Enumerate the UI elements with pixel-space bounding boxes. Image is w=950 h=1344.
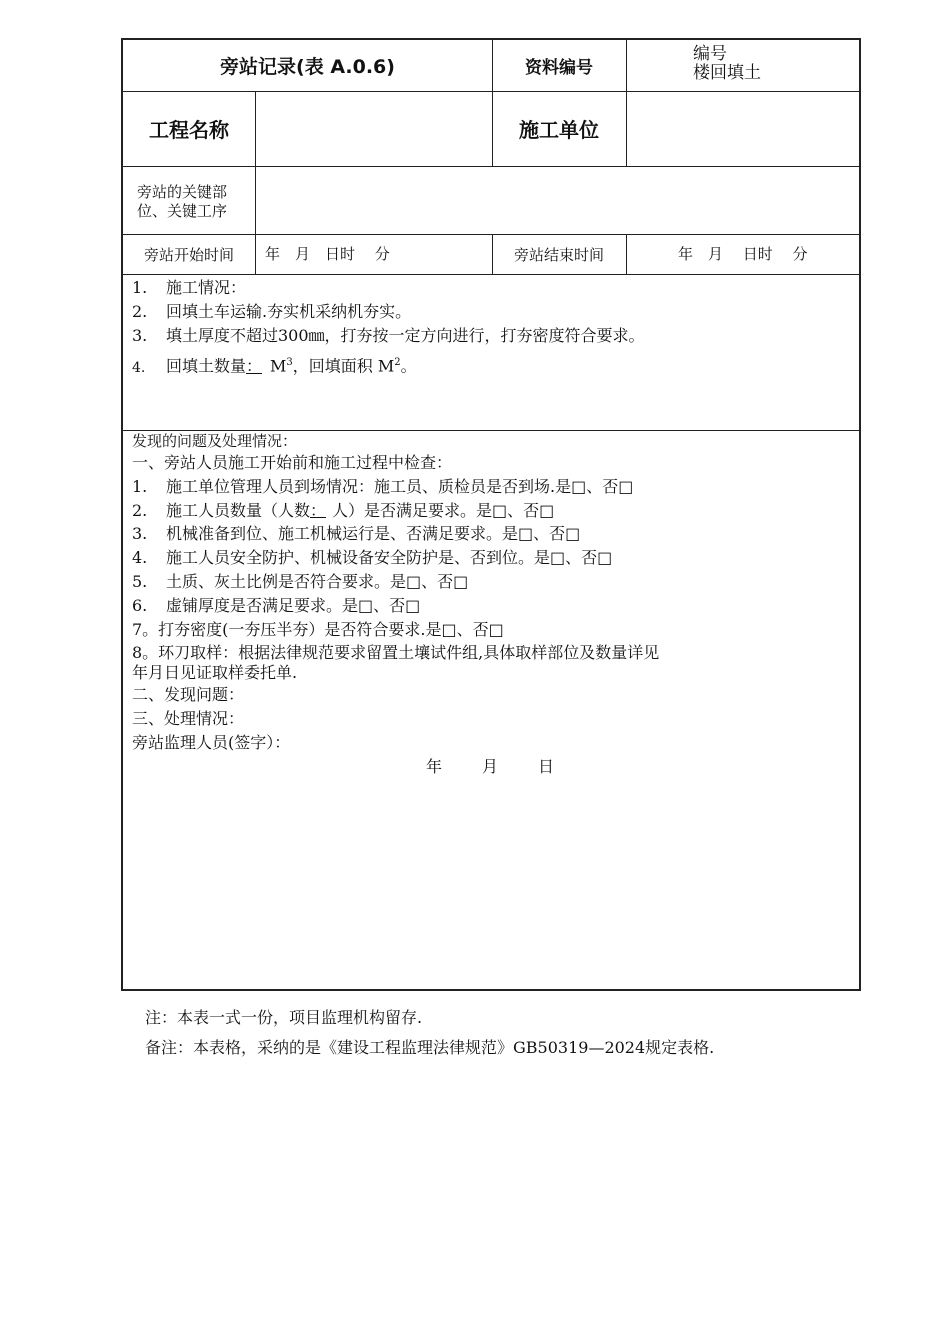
doc-no-value-line2: 楼回填土 <box>693 63 761 83</box>
footer-note-2: 备注：本表格，采纳的是《建设工程监理法律规范》GB50319—2024规定表格. <box>145 1038 715 1057</box>
key-part-label-line2: 位、关键工序 <box>137 202 228 220</box>
construction-section <box>132 276 852 381</box>
construction-item-2: 2. 回填土车运输.夯实机采纳机夯实。 <box>132 301 412 321</box>
form-title: 旁站记录(表 A.0.6) <box>220 56 395 78</box>
issues-section <box>132 431 852 779</box>
check-item-3: 3. 机械准备到位、施工机械运行是、否满足要求。是□、否□ <box>132 524 581 544</box>
check-item-6: 6. 虚铺厚度是否满足要求。是□、否□ <box>132 595 421 615</box>
key-part-field[interactable] <box>255 166 861 234</box>
check-item-5: 5. 土质、灰土比例是否符合要求。是□、否□ <box>132 571 469 591</box>
check-item-7: 7。打夯密度(一夯压半夯）是否符合要求.是□、否□ <box>132 619 504 639</box>
issues-section-3: 三、处理情况： <box>132 709 245 729</box>
issues-section-2: 二、发现问题： <box>132 685 245 705</box>
start-time-label: 旁站开始时间 <box>143 245 234 264</box>
signature-date[interactable]: 年 月 日 <box>426 756 555 776</box>
key-part-label-line1: 旁站的关键部 <box>137 183 228 201</box>
contractor-field[interactable] <box>626 91 861 166</box>
check-item-8-line2: 年月日见证取样委托单. <box>132 663 298 683</box>
construction-item-3: 3. 填土厚度不超过300㎜，打夯按一定方向进行，打夯密度符合要求。 <box>132 325 645 345</box>
end-time-field[interactable]: 年 月 日时 分 <box>678 245 808 263</box>
check-item-1: 1. 施工单位管理人员到场情况：施工员、质检员是否到场.是□、否□ <box>132 476 634 496</box>
column-divider <box>626 234 627 274</box>
doc-no-value-line1: 编号 <box>693 44 727 64</box>
signature-label: 旁站监理人员(签字）： <box>132 732 291 752</box>
row-divider <box>123 274 859 275</box>
contractor-label: 施工单位 <box>519 118 599 142</box>
check-item-8-line1: 8。环刀取样：根据法律规范要求留置土壤试件组,具体取样部位及数量详见 <box>132 643 660 663</box>
doc-no-label: 资料编号 <box>525 58 593 78</box>
issues-section-1: 一、旁站人员施工开始前和施工过程中检查： <box>132 453 453 472</box>
check-item-2: 2. 施工人员数量（人数： 人）是否满足要求。是□、否□ <box>132 500 555 520</box>
doc-no-value[interactable] <box>693 45 853 89</box>
start-time-field[interactable]: 年 月 日时 分 <box>265 245 390 263</box>
issues-heading: 发现的问题及处理情况： <box>132 432 298 450</box>
key-part-label <box>137 183 255 221</box>
construction-item-1: 1. 施工情况： <box>132 278 247 297</box>
project-name-label: 工程名称 <box>149 118 229 142</box>
end-time-label: 旁站结束时间 <box>513 245 604 264</box>
footer-note-1: 注：本表一式一份，项目监理机构留存. <box>145 1008 423 1027</box>
project-name-field[interactable] <box>255 91 492 166</box>
construction-item-4: 4. 回填土数量： $M^3$，回填面积 $M^2$。 <box>132 356 417 376</box>
record-form-table <box>121 38 861 991</box>
check-item-4: 4. 施工人员安全防护、机械设备安全防护是、否到位。是□、否□ <box>132 548 613 568</box>
